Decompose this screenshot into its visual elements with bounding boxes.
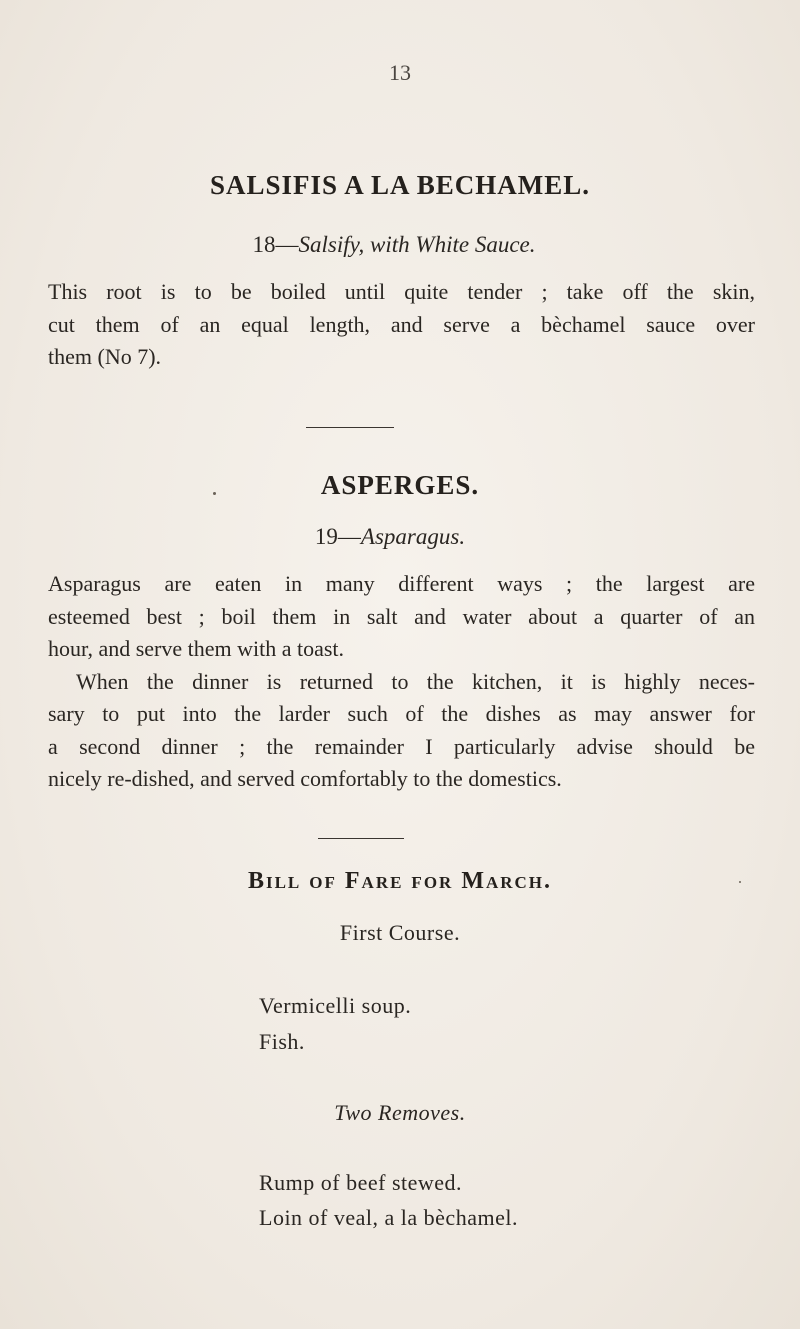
body-line: This root is to be boiled until quite tender ; take off the skin, bbox=[48, 279, 755, 304]
recipe-subtitle-asparagus bbox=[0, 524, 790, 550]
body-line: esteemed best ; boil them in salt and water about a quarter of an bbox=[48, 603, 755, 629]
body-line: a second dinner ; the remainder I particularly advise should be bbox=[48, 733, 755, 759]
recipe-subtitle-text: Asparagus. bbox=[360, 524, 466, 549]
body-line: cut them of an equal length, and serve a bèchamel sauce over bbox=[48, 311, 755, 337]
paper-speck bbox=[213, 492, 216, 495]
removes-heading: Two Removes. bbox=[334, 1100, 466, 1125]
recipe-subtitle-text: Salsify, with White Sauce. bbox=[298, 232, 536, 257]
section-divider bbox=[306, 427, 394, 428]
bill-of-fare-title: Bill of Fare for March. bbox=[247, 868, 553, 894]
body-line: When the dinner is returned to the kitchen, it is highly neces- bbox=[76, 668, 755, 694]
body-line: sary to put into the larder such of the dishes as may answer for bbox=[48, 701, 755, 726]
first-course-heading: First Course. bbox=[339, 920, 461, 945]
recipe-number: 18— bbox=[252, 232, 299, 257]
recipe-subtitle-salsify bbox=[0, 232, 794, 258]
body-line: Asparagus are eaten in many different ways ; the largest are bbox=[48, 571, 755, 596]
section-divider bbox=[318, 838, 404, 839]
body-line: nicely re-dished, and served comfortably to the domestics. bbox=[48, 766, 562, 791]
menu-item: Rump of beef stewed. bbox=[259, 1170, 463, 1195]
paper-speck bbox=[739, 881, 741, 883]
recipe-body-asparagus bbox=[48, 568, 755, 796]
recipe-number: 19— bbox=[314, 524, 361, 549]
recipe-body-salsify bbox=[48, 276, 755, 374]
menu-item: Vermicelli soup. bbox=[259, 993, 412, 1018]
menu-item: Fish. bbox=[259, 1029, 305, 1054]
body-line: hour, and serve them with a toast. bbox=[48, 636, 345, 661]
recipe-heading-asperges: ASPERGES. bbox=[320, 470, 480, 500]
recipe-heading-salsifis: SALSIFIS A LA BECHAMEL. bbox=[209, 170, 591, 200]
body-line: them (No 7). bbox=[48, 344, 162, 369]
menu-item: Loin of veal, a la bèchamel. bbox=[259, 1205, 518, 1230]
page-number: 13 bbox=[389, 60, 411, 85]
